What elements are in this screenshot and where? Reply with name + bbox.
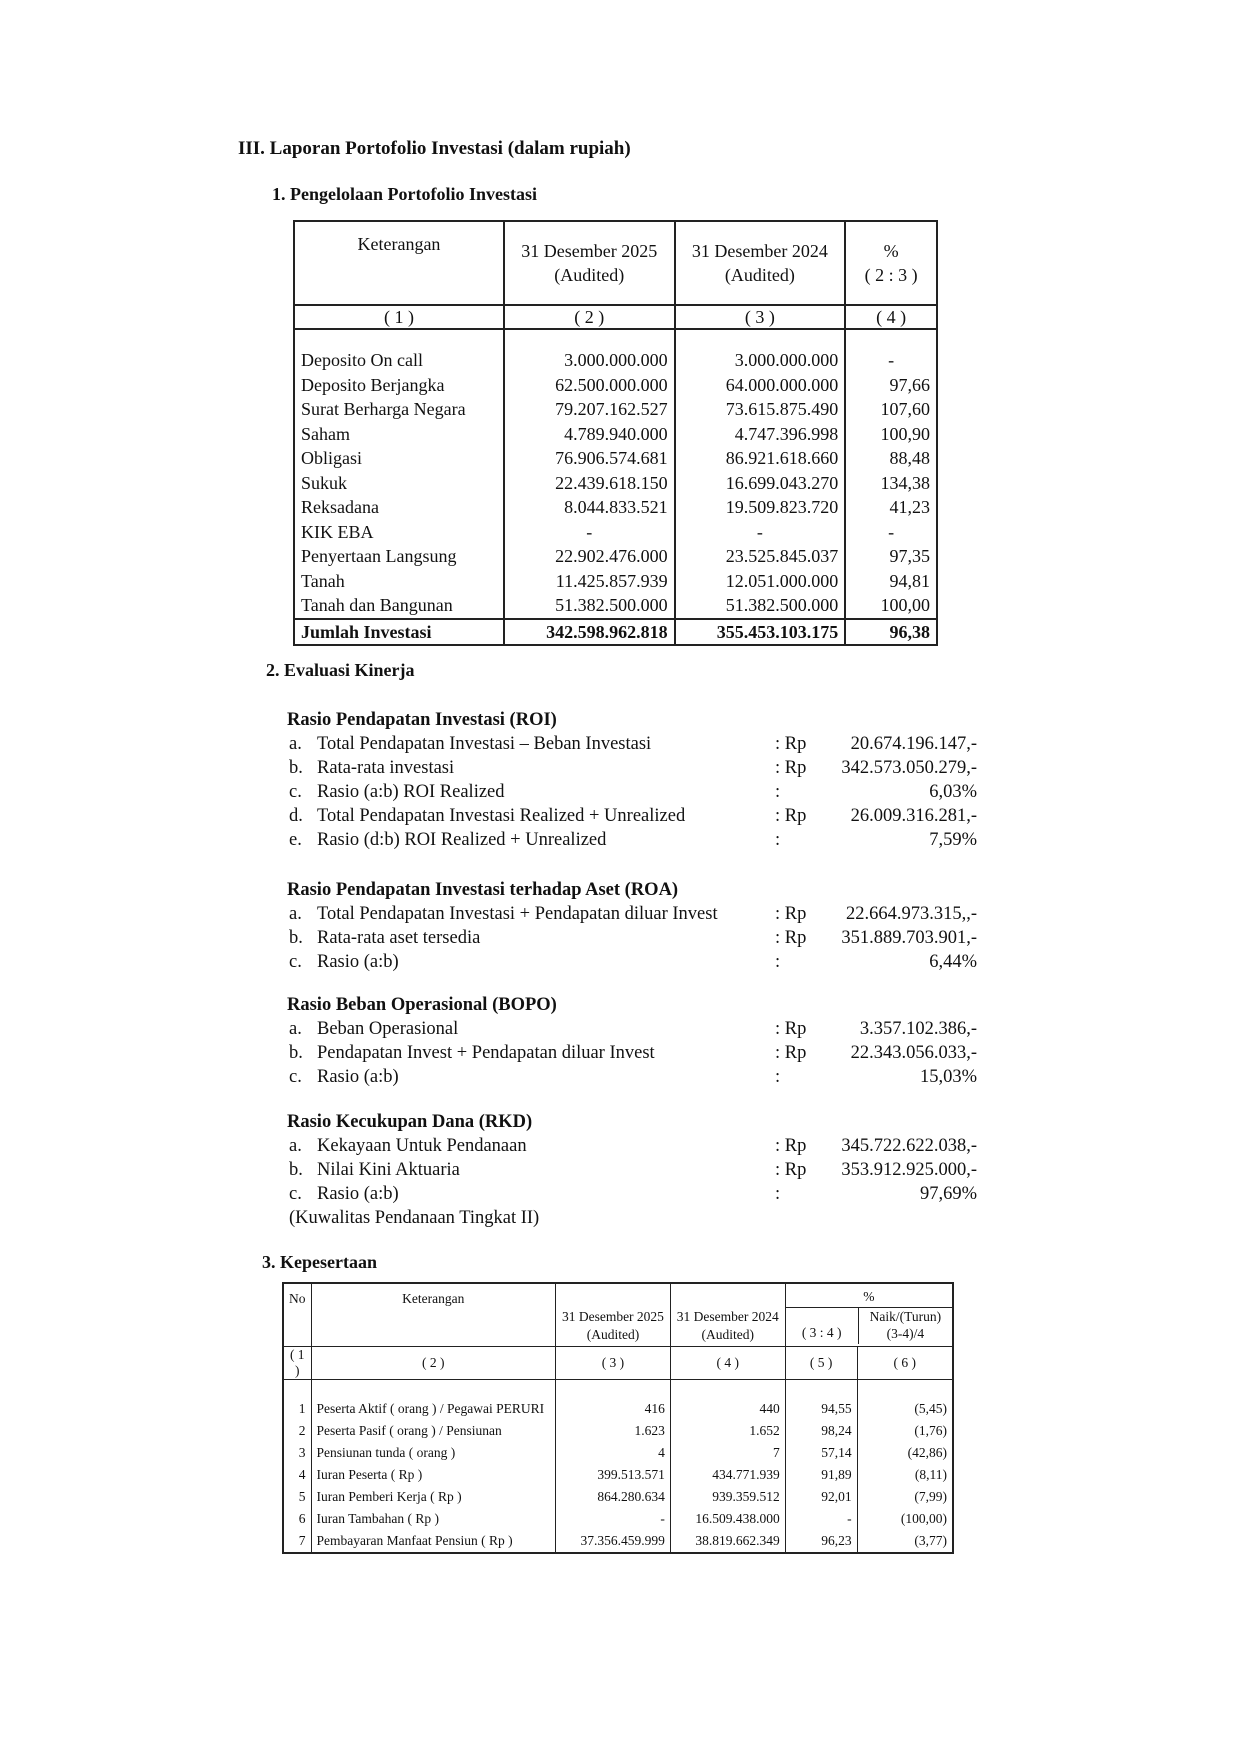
section-1-title: 1. Pengelolaan Portofolio Investasi bbox=[272, 184, 537, 204]
ratio-colon: : bbox=[775, 782, 781, 802]
col-header-percent: % bbox=[786, 1287, 952, 1308]
roi-block bbox=[287, 708, 977, 852]
ratio-value: 6,03% bbox=[929, 782, 977, 802]
value-2025: 8.044.833.521 bbox=[504, 495, 675, 520]
ratio-letter: b. bbox=[289, 1160, 303, 1180]
col-number: ( 4 ) bbox=[670, 1347, 785, 1380]
ratio-label: Rasio (a:b) bbox=[317, 952, 399, 972]
value-change: (8,11) bbox=[857, 1464, 953, 1486]
value-2025: 4 bbox=[556, 1442, 671, 1464]
value-change: (100,00) bbox=[857, 1508, 953, 1530]
ratio-label: Pendapatan Invest + Pendapatan diluar Invest bbox=[317, 1043, 655, 1063]
ratio-row bbox=[287, 732, 977, 756]
section-3-title: 3. Kepesertaan bbox=[262, 1252, 377, 1272]
ratio-label: Total Pendapatan Investasi Realized + Unrealized bbox=[317, 806, 686, 826]
value-2025: 399.513.571 bbox=[556, 1464, 671, 1486]
col-number: ( 2 ) bbox=[504, 305, 675, 329]
row-label: Reksadana bbox=[294, 495, 504, 520]
value-2025: 51.382.500.000 bbox=[504, 593, 675, 619]
ratio-value: 22.664.973.315,,- bbox=[845, 904, 977, 924]
ratio-currency: : Rp bbox=[775, 734, 807, 754]
col-number: ( 2 ) bbox=[311, 1347, 556, 1380]
ratio-letter: b. bbox=[289, 758, 303, 778]
ratio-row bbox=[287, 1041, 977, 1065]
row-label: Surat Berharga Negara bbox=[294, 397, 504, 422]
roa-title: Rasio Pendapatan Investasi terhadap Aset (ROA) bbox=[287, 880, 679, 900]
table-row bbox=[294, 569, 937, 594]
row-label: Peserta Aktif ( orang ) / Pegawai PERURI bbox=[311, 1380, 556, 1421]
ratio-row bbox=[287, 950, 977, 974]
value-percent: 97,35 bbox=[845, 544, 937, 569]
value-2024: 64.000.000.000 bbox=[675, 373, 846, 398]
value-2025: 37.356.459.999 bbox=[556, 1530, 671, 1553]
rkd-title: Rasio Kecukupan Dana (RKD) bbox=[287, 1112, 533, 1132]
row-label: Peserta Pasif ( orang ) / Pensiunan bbox=[311, 1420, 556, 1442]
col-number: ( 4 ) bbox=[845, 305, 937, 329]
value-percent: 41,23 bbox=[845, 495, 937, 520]
value-2025: 22.902.476.000 bbox=[504, 544, 675, 569]
value-ratio: 96,23 bbox=[785, 1530, 857, 1553]
value-ratio: - bbox=[785, 1508, 857, 1530]
col-header-2025: 31 Desember 2025 (Audited) bbox=[504, 221, 675, 305]
table-row bbox=[294, 373, 937, 398]
table-row bbox=[294, 593, 937, 619]
value-percent: 88,48 bbox=[845, 446, 937, 471]
value-2025: 62.500.000.000 bbox=[504, 373, 675, 398]
value-ratio: 98,24 bbox=[785, 1420, 857, 1442]
ratio-value: 3.357.102.386,- bbox=[859, 1019, 977, 1039]
row-label: Iuran Peserta ( Rp ) bbox=[311, 1464, 556, 1486]
value-2025: 864.280.634 bbox=[556, 1486, 671, 1508]
ratio-letter: e. bbox=[289, 830, 302, 850]
value-2024: 51.382.500.000 bbox=[675, 593, 846, 619]
value-2024: 939.359.512 bbox=[670, 1486, 785, 1508]
portfolio-table bbox=[293, 220, 938, 646]
value-2024: 434.771.939 bbox=[670, 1464, 785, 1486]
value-percent: 107,60 bbox=[845, 397, 937, 422]
ratio-label: Beban Operasional bbox=[317, 1019, 459, 1039]
value-2024: 4.747.396.998 bbox=[675, 422, 846, 447]
ratio-currency: : Rp bbox=[775, 1160, 807, 1180]
table-row bbox=[294, 471, 937, 496]
ratio-colon: : bbox=[775, 1067, 781, 1087]
value-change: (3,77) bbox=[857, 1530, 953, 1553]
value-change: (1,76) bbox=[857, 1420, 953, 1442]
table-row bbox=[283, 1486, 953, 1508]
value-2024: 16.699.043.270 bbox=[675, 471, 846, 496]
ratio-value: 342.573.050.279,- bbox=[841, 758, 977, 778]
col-header-ratio: ( 3 : 4 ) bbox=[786, 1308, 859, 1344]
ratio-value: 97,69% bbox=[919, 1184, 977, 1204]
row-no: 6 bbox=[283, 1508, 311, 1530]
value-2024: - bbox=[675, 520, 846, 545]
rkd-note: (Kuwalitas Pendanaan Tingkat II) bbox=[289, 1208, 540, 1228]
row-label: Penyertaan Langsung bbox=[294, 544, 504, 569]
ratio-label: Kekayaan Untuk Pendanaan bbox=[317, 1136, 527, 1156]
value-2025: 76.906.574.681 bbox=[504, 446, 675, 471]
table-row bbox=[283, 1530, 953, 1553]
roa-block bbox=[287, 878, 977, 974]
ratio-label: Rasio (a:b) bbox=[317, 1067, 399, 1087]
ratio-currency: : Rp bbox=[775, 928, 807, 948]
kepesertaan-table bbox=[282, 1282, 954, 1554]
table-row bbox=[294, 520, 937, 545]
page-title: III. Laporan Portofolio Investasi (dalam rupiah) bbox=[238, 138, 631, 159]
value-percent: 100,00 bbox=[845, 593, 937, 619]
value-ratio: 92,01 bbox=[785, 1486, 857, 1508]
value-2025: 1.623 bbox=[556, 1420, 671, 1442]
table-row bbox=[283, 1380, 953, 1421]
value-2025: 3.000.000.000 bbox=[504, 329, 675, 373]
ratio-letter: a. bbox=[289, 734, 302, 754]
table-row bbox=[294, 544, 937, 569]
value-2024: 16.509.438.000 bbox=[670, 1508, 785, 1530]
value-percent: 94,81 bbox=[845, 569, 937, 594]
col-number: ( 3 ) bbox=[675, 305, 846, 329]
table-row bbox=[294, 422, 937, 447]
ratio-value: 353.912.925.000,- bbox=[841, 1160, 977, 1180]
col-header-2024: 31 Desember 2024 (Audited) bbox=[670, 1283, 785, 1347]
row-label: Tanah dan Bangunan bbox=[294, 593, 504, 619]
ratio-value: 22.343.056.033,- bbox=[850, 1043, 977, 1063]
value-percent: - bbox=[845, 520, 937, 545]
ratio-row bbox=[287, 804, 977, 828]
ratio-label: Total Pendapatan Investasi + Pendapatan diluar Invest bbox=[317, 904, 718, 924]
row-label: Saham bbox=[294, 422, 504, 447]
ratio-row bbox=[287, 926, 977, 950]
ratio-currency: : Rp bbox=[775, 758, 807, 778]
row-no: 1 bbox=[283, 1380, 311, 1421]
row-label: Sukuk bbox=[294, 471, 504, 496]
row-label: Tanah bbox=[294, 569, 504, 594]
col-number: ( 5 ) bbox=[785, 1347, 857, 1380]
ratio-row bbox=[287, 1158, 977, 1182]
value-2024: 73.615.875.490 bbox=[675, 397, 846, 422]
col-header-naik-turun: Naik/(Turun) (3-4)/4 bbox=[869, 1308, 942, 1341]
total-percent: 96,38 bbox=[845, 619, 937, 646]
value-2025: - bbox=[504, 520, 675, 545]
ratio-label: Nilai Kini Aktuaria bbox=[317, 1160, 460, 1180]
value-2024: 38.819.662.349 bbox=[670, 1530, 785, 1553]
ratio-letter: d. bbox=[289, 806, 303, 826]
value-2024: 7 bbox=[670, 1442, 785, 1464]
table-row bbox=[283, 1464, 953, 1486]
ratio-letter: c. bbox=[289, 952, 302, 972]
ratio-row bbox=[287, 1065, 977, 1089]
table-row bbox=[283, 1508, 953, 1530]
table-row bbox=[283, 1420, 953, 1442]
ratio-currency: : Rp bbox=[775, 806, 807, 826]
value-change: (7,99) bbox=[857, 1486, 953, 1508]
ratio-row bbox=[287, 1182, 977, 1206]
percent-subheaders bbox=[786, 1308, 952, 1344]
row-label: Pensiunan tunda ( orang ) bbox=[311, 1442, 556, 1464]
col-header-percent-group bbox=[785, 1283, 953, 1347]
value-2024: 3.000.000.000 bbox=[675, 329, 846, 373]
table-row bbox=[294, 329, 937, 373]
ratio-label: Rasio (d:b) ROI Realized + Unrealized bbox=[317, 830, 607, 850]
value-2025: 4.789.940.000 bbox=[504, 422, 675, 447]
ratio-row bbox=[287, 756, 977, 780]
col-number: ( 6 ) bbox=[857, 1347, 953, 1380]
value-ratio: 57,14 bbox=[785, 1442, 857, 1464]
ratio-letter: c. bbox=[289, 1184, 302, 1204]
ratio-value: 6,44% bbox=[929, 952, 977, 972]
ratio-value: 345.722.622.038,- bbox=[841, 1136, 977, 1156]
portfolio-colnum-row bbox=[294, 305, 937, 329]
row-label: KIK EBA bbox=[294, 520, 504, 545]
total-2024: 355.453.103.175 bbox=[675, 619, 846, 646]
col-header-2025: 31 Desember 2025 (Audited) bbox=[556, 1283, 671, 1347]
value-percent: 100,90 bbox=[845, 422, 937, 447]
table-row bbox=[294, 446, 937, 471]
ratio-letter: a. bbox=[289, 1019, 302, 1039]
ratio-letter: c. bbox=[289, 782, 302, 802]
table-row bbox=[283, 1442, 953, 1464]
ratio-letter: b. bbox=[289, 1043, 303, 1063]
ratio-label: Rata-rata aset tersedia bbox=[317, 928, 481, 948]
value-2024: 12.051.000.000 bbox=[675, 569, 846, 594]
ratio-value: 20.674.196.147,- bbox=[850, 734, 977, 754]
ratio-note bbox=[287, 1206, 977, 1230]
row-label: Deposito On call bbox=[294, 329, 504, 373]
ratio-label: Total Pendapatan Investasi – Beban Investasi bbox=[317, 734, 652, 754]
value-2024: 23.525.845.037 bbox=[675, 544, 846, 569]
col-header-percent: % ( 2 : 3 ) bbox=[845, 221, 937, 305]
value-percent: - bbox=[845, 329, 937, 373]
ratio-currency: : Rp bbox=[775, 904, 807, 924]
value-2025: - bbox=[556, 1508, 671, 1530]
ratio-value: 351.889.703.901,- bbox=[841, 928, 977, 948]
total-2025: 342.598.962.818 bbox=[504, 619, 675, 646]
value-percent: 97,66 bbox=[845, 373, 937, 398]
table-row bbox=[294, 495, 937, 520]
value-change: (5,45) bbox=[857, 1380, 953, 1421]
col-number: ( 1 ) bbox=[294, 305, 504, 329]
ratio-colon: : bbox=[775, 1184, 781, 1204]
col-number: ( 3 ) bbox=[556, 1347, 671, 1380]
ratio-colon: : bbox=[775, 952, 781, 972]
ratio-letter: a. bbox=[289, 904, 302, 924]
col-header-2024: 31 Desember 2024 (Audited) bbox=[675, 221, 846, 305]
value-2024: 440 bbox=[670, 1380, 785, 1421]
value-2024: 19.509.823.720 bbox=[675, 495, 846, 520]
col-header-no: No bbox=[283, 1283, 311, 1347]
row-label: Pembayaran Manfaat Pensiun ( Rp ) bbox=[311, 1530, 556, 1553]
row-label: Obligasi bbox=[294, 446, 504, 471]
ratio-row bbox=[287, 902, 977, 926]
value-ratio: 91,89 bbox=[785, 1464, 857, 1486]
value-2025: 22.439.618.150 bbox=[504, 471, 675, 496]
rkd-block bbox=[287, 1110, 977, 1230]
table-row bbox=[294, 397, 937, 422]
ratio-letter: a. bbox=[289, 1136, 302, 1156]
row-no: 5 bbox=[283, 1486, 311, 1508]
ratio-value: 7,59% bbox=[929, 830, 977, 850]
ratio-row bbox=[287, 828, 977, 852]
ratio-colon: : bbox=[775, 830, 781, 850]
value-2024: 86.921.618.660 bbox=[675, 446, 846, 471]
section-2-title: 2. Evaluasi Kinerja bbox=[266, 660, 415, 680]
kepesertaan-colnum-row bbox=[283, 1347, 953, 1380]
ratio-value: 15,03% bbox=[919, 1067, 977, 1087]
col-number: ( 1 ) bbox=[283, 1347, 311, 1380]
row-label: Iuran Tambahan ( Rp ) bbox=[311, 1508, 556, 1530]
ratio-row bbox=[287, 780, 977, 804]
row-no: 2 bbox=[283, 1420, 311, 1442]
row-no: 3 bbox=[283, 1442, 311, 1464]
roi-title: Rasio Pendapatan Investasi (ROI) bbox=[287, 710, 557, 730]
total-row bbox=[294, 619, 937, 646]
ratio-currency: : Rp bbox=[775, 1136, 807, 1156]
ratio-row bbox=[287, 1134, 977, 1158]
value-2025: 416 bbox=[556, 1380, 671, 1421]
row-no: 7 bbox=[283, 1530, 311, 1553]
value-2025: 79.207.162.527 bbox=[504, 397, 675, 422]
portfolio-header-row bbox=[294, 221, 937, 305]
kepesertaan-header-row bbox=[283, 1283, 953, 1347]
bopo-title: Rasio Beban Operasional (BOPO) bbox=[287, 995, 557, 1015]
ratio-label: Rasio (a:b) bbox=[317, 1184, 399, 1204]
row-label: Deposito Berjangka bbox=[294, 373, 504, 398]
col-header-keterangan: Keterangan bbox=[294, 221, 504, 305]
ratio-currency: : Rp bbox=[775, 1043, 807, 1063]
ratio-letter: c. bbox=[289, 1067, 302, 1087]
value-2025: 11.425.857.939 bbox=[504, 569, 675, 594]
ratio-letter: b. bbox=[289, 928, 303, 948]
col-header-keterangan: Keterangan bbox=[311, 1283, 556, 1347]
ratio-currency: : Rp bbox=[775, 1019, 807, 1039]
value-2024: 1.652 bbox=[670, 1420, 785, 1442]
value-ratio: 94,55 bbox=[785, 1380, 857, 1421]
bopo-block bbox=[287, 993, 977, 1089]
ratio-label: Rata-rata investasi bbox=[317, 758, 455, 778]
ratio-value: 26.009.316.281,- bbox=[850, 806, 977, 826]
value-percent: 134,38 bbox=[845, 471, 937, 496]
ratio-row bbox=[287, 1017, 977, 1041]
row-no: 4 bbox=[283, 1464, 311, 1486]
value-change: (42,86) bbox=[857, 1442, 953, 1464]
ratio-label: Rasio (a:b) ROI Realized bbox=[317, 782, 505, 802]
row-label: Iuran Pemberi Kerja ( Rp ) bbox=[311, 1486, 556, 1508]
total-label: Jumlah Investasi bbox=[294, 619, 504, 646]
